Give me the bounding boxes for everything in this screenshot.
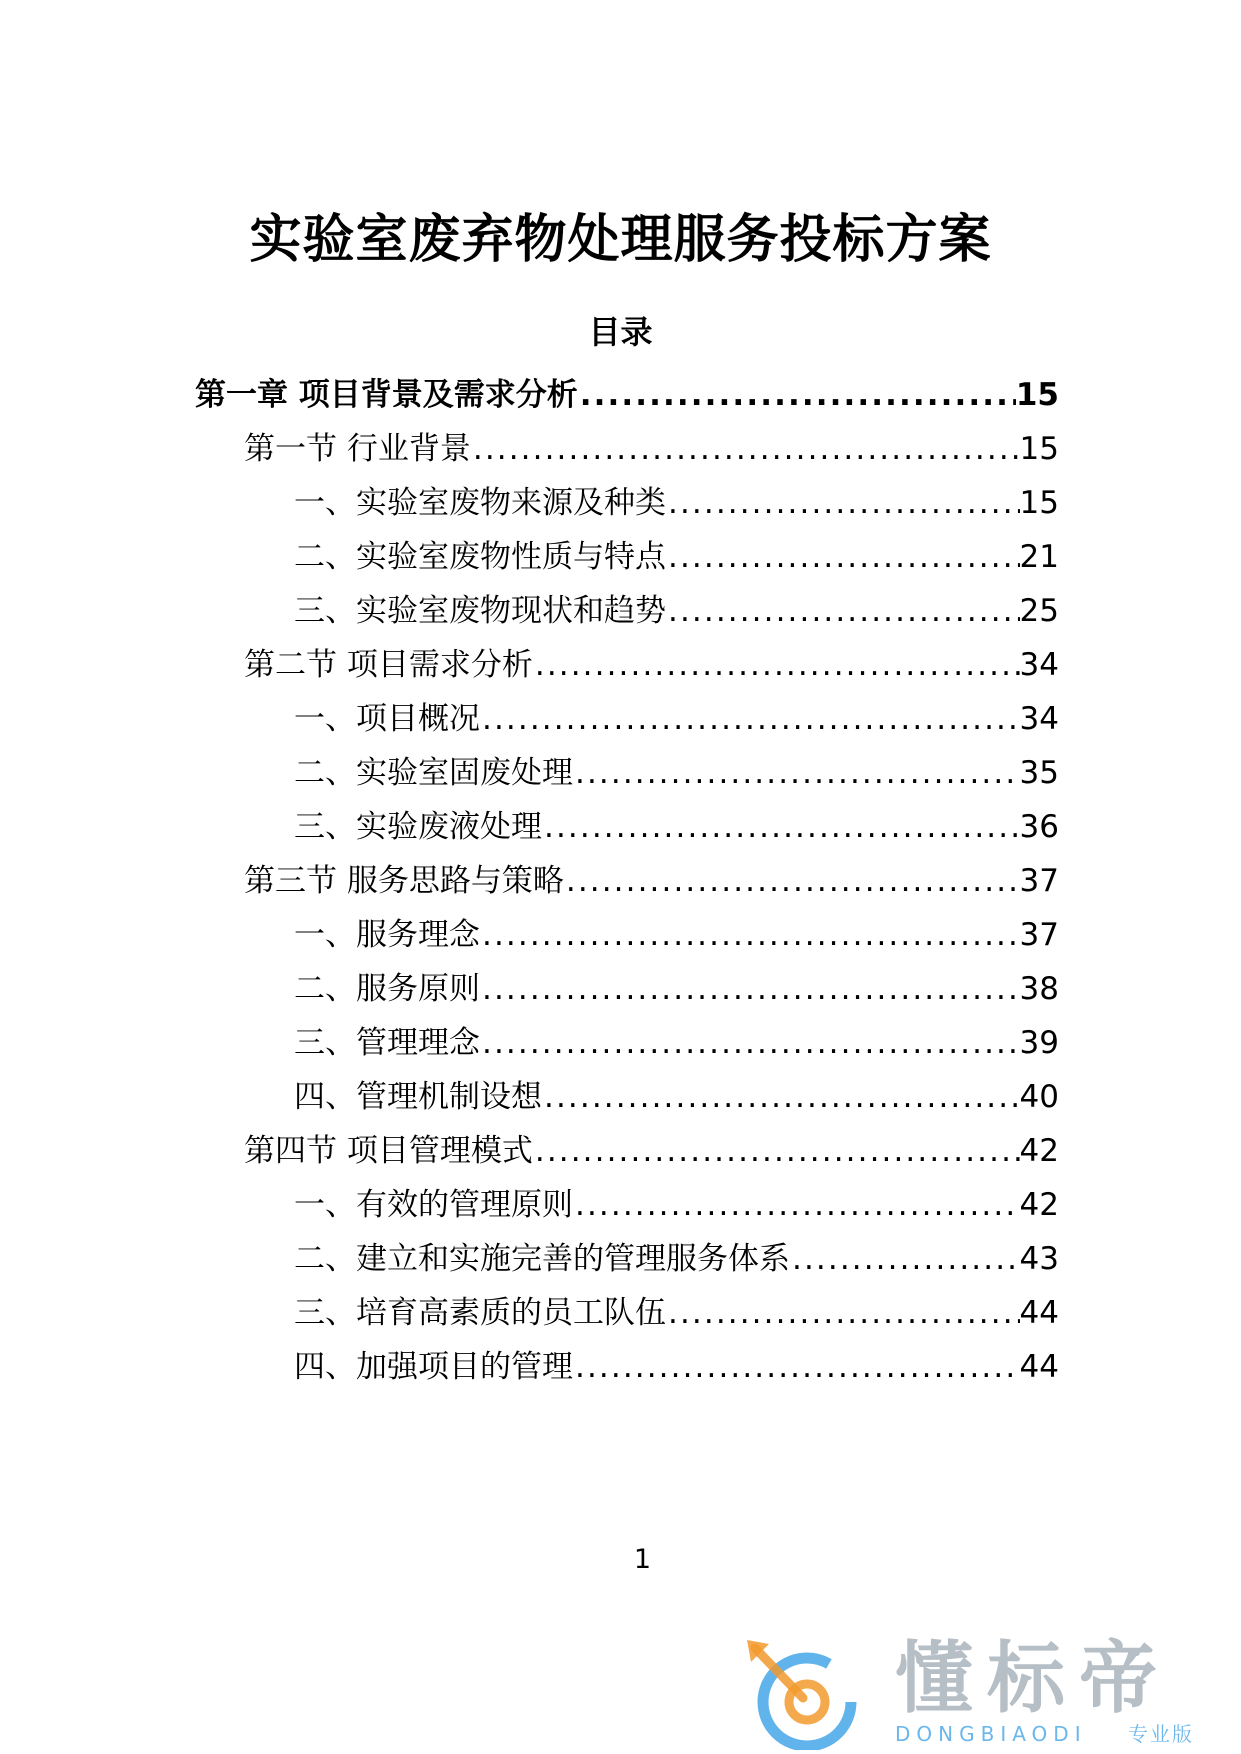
toc-entry-page: 37 xyxy=(1019,917,1059,953)
toc-entry[interactable] xyxy=(294,581,1059,641)
toc-entry[interactable] xyxy=(294,743,1059,803)
toc-entry-text: 三、培育高素质的员工队伍 xyxy=(294,1295,666,1331)
toc-entry-page: 42 xyxy=(1019,1187,1059,1223)
toc-leader-dots xyxy=(542,797,1020,857)
toc-entry-text: 三、管理理念 xyxy=(294,1025,480,1061)
toc-leader-dots xyxy=(573,1337,1020,1397)
toc-leader-dots xyxy=(564,851,1020,911)
toc-entry[interactable] xyxy=(244,1121,1059,1181)
toc-entry-page: 15 xyxy=(1015,377,1059,413)
toc-entry-text: 一、服务理念 xyxy=(294,917,480,953)
toc-entry-text: 第一章 项目背景及需求分析 xyxy=(195,377,578,413)
toc-leader-dots xyxy=(573,1175,1020,1235)
toc-leader-dots xyxy=(480,959,1020,1019)
toc-entry-text: 第三节 服务思路与策略 xyxy=(244,863,564,899)
toc-entry[interactable] xyxy=(294,1229,1059,1289)
toc-entry-text: 二、建立和实施完善的管理服务体系 xyxy=(294,1241,790,1277)
watermark xyxy=(745,1634,1215,1750)
toc-leader-dots xyxy=(480,905,1020,965)
toc-leader-dots xyxy=(480,1013,1020,1073)
toc-entry-text: 第一节 行业背景 xyxy=(244,431,471,467)
watermark-sub-cn: 专业版 xyxy=(1128,1722,1194,1746)
toc-entry-page: 25 xyxy=(1019,593,1059,629)
toc-entry[interactable] xyxy=(294,527,1059,587)
toc-leader-dots xyxy=(666,527,1020,587)
toc-entry[interactable] xyxy=(294,1067,1059,1127)
toc-entry-text: 四、管理机制设想 xyxy=(294,1079,542,1115)
toc-leader-dots xyxy=(666,473,1020,533)
toc-entry[interactable] xyxy=(195,365,1059,425)
toc-leader-dots xyxy=(666,581,1020,641)
toc-leader-dots xyxy=(578,365,1016,425)
toc-heading: 目录 xyxy=(588,313,653,351)
toc-entry[interactable] xyxy=(294,1175,1059,1235)
toc-entry-page: 39 xyxy=(1019,1025,1059,1061)
toc-entry[interactable] xyxy=(294,959,1059,1019)
toc-entry-text: 二、实验室废物性质与特点 xyxy=(294,539,666,575)
toc-entry[interactable] xyxy=(244,419,1059,479)
toc-entry[interactable] xyxy=(294,1013,1059,1073)
toc-leader-dots xyxy=(790,1229,1020,1289)
toc-leader-dots xyxy=(471,419,1020,479)
toc-entry[interactable] xyxy=(244,851,1059,911)
watermark-sub-latin: DONGBIAODI xyxy=(895,1722,1087,1746)
document-title: 实验室废弃物处理服务投标方案 xyxy=(249,210,992,270)
toc-entry-page: 34 xyxy=(1019,647,1059,683)
toc-leader-dots xyxy=(666,1283,1020,1343)
toc-leader-dots xyxy=(542,1067,1020,1127)
toc-entry[interactable] xyxy=(294,473,1059,533)
toc-entry-text: 一、有效的管理原则 xyxy=(294,1187,573,1223)
toc-entry[interactable] xyxy=(294,1337,1059,1397)
toc-entry-text: 二、实验室固废处理 xyxy=(294,755,573,791)
toc-entry-text: 三、实验室废物现状和趋势 xyxy=(294,593,666,629)
toc-entry-page: 37 xyxy=(1019,863,1059,899)
toc-entry-page: 34 xyxy=(1019,701,1059,737)
toc-entry-text: 二、服务原则 xyxy=(294,971,480,1007)
target-arrow-icon xyxy=(745,1640,863,1750)
toc-entry-page: 38 xyxy=(1019,971,1059,1007)
toc-entry-text: 第二节 项目需求分析 xyxy=(244,647,533,683)
toc-entry-page: 44 xyxy=(1019,1295,1059,1331)
toc-entry-text: 一、实验室废物来源及种类 xyxy=(294,485,666,521)
toc-entry-page: 15 xyxy=(1019,485,1059,521)
toc-entry[interactable] xyxy=(294,689,1059,749)
toc-leader-dots xyxy=(533,635,1020,695)
toc-leader-dots xyxy=(573,743,1020,803)
toc-entry-text: 第四节 项目管理模式 xyxy=(244,1133,533,1169)
toc-entry-page: 42 xyxy=(1019,1133,1059,1169)
toc-entry-page: 21 xyxy=(1019,539,1059,575)
toc-entry[interactable] xyxy=(244,635,1059,695)
toc-leader-dots xyxy=(480,689,1020,749)
toc-entry-page: 15 xyxy=(1019,431,1059,467)
page-number: 1 xyxy=(633,1544,652,1575)
toc-entry-page: 44 xyxy=(1019,1349,1059,1385)
toc-entry-page: 35 xyxy=(1019,755,1059,791)
toc-entry[interactable] xyxy=(294,1283,1059,1343)
toc-entry-text: 三、实验废液处理 xyxy=(294,809,542,845)
toc-entry-page: 40 xyxy=(1019,1079,1059,1115)
toc-entry-text: 四、加强项目的管理 xyxy=(294,1349,573,1385)
toc-entry-page: 43 xyxy=(1019,1241,1059,1277)
toc-entry[interactable] xyxy=(294,905,1059,965)
toc-entry-page: 36 xyxy=(1019,809,1059,845)
toc-entry-text: 一、项目概况 xyxy=(294,701,480,737)
toc-leader-dots xyxy=(533,1121,1020,1181)
toc-entry[interactable] xyxy=(294,797,1059,857)
watermark-brand: 懂标帝 xyxy=(895,1634,1172,1724)
